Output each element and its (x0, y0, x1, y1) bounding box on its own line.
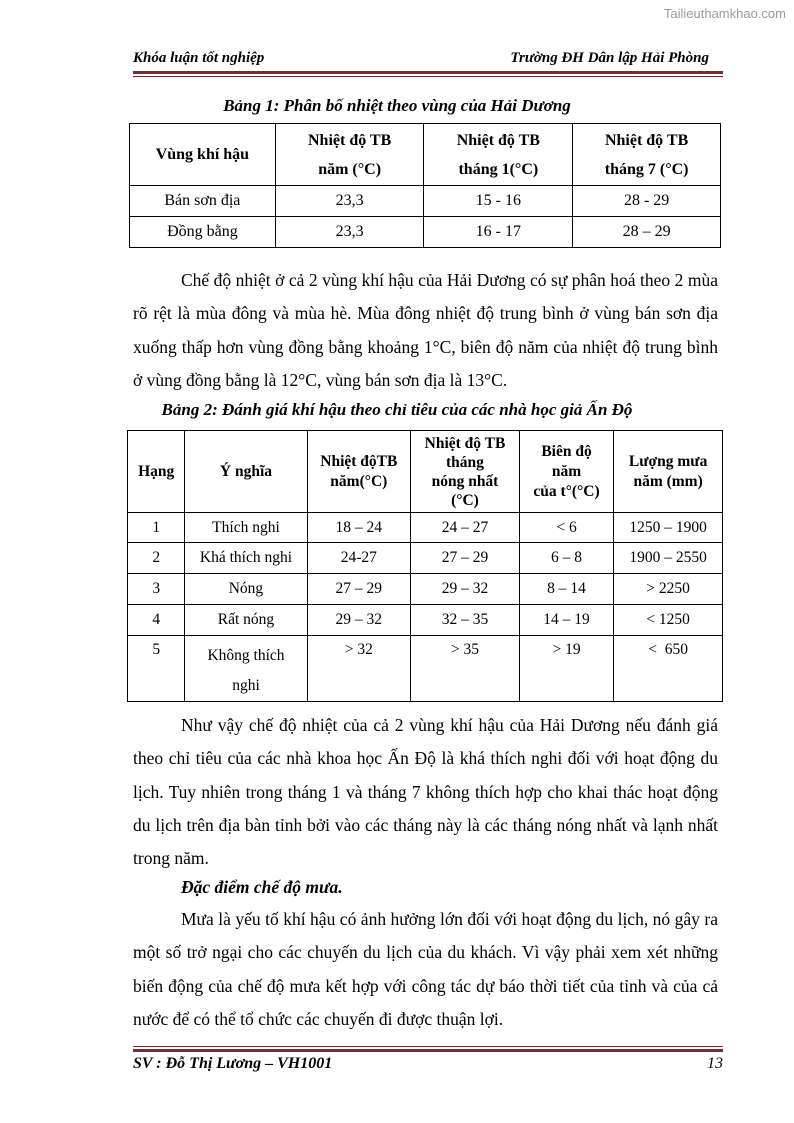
table1-cell: Đồng bằng (130, 217, 276, 248)
table2-header-row (128, 431, 723, 513)
table-row (128, 574, 723, 605)
table2-cell: < 650 (614, 636, 723, 702)
table2-cell: Thích nghi (185, 513, 307, 543)
watermark: Tailieuthamkhao.com (663, 6, 786, 21)
table1-cell: 15 - 16 (424, 186, 573, 217)
table2-cell: 24 – 27 (411, 513, 520, 543)
table2-cell: > 19 (519, 636, 613, 702)
table2-cell: Nóng (185, 574, 307, 605)
table-row (130, 217, 721, 248)
table2-cell: < 6 (519, 513, 613, 543)
table2-header-cell: Nhiệt độTB năm(°C) (307, 431, 411, 513)
table2-header-cell: Ý nghĩa (185, 431, 307, 513)
page-header (133, 50, 709, 70)
table2-cell: > 32 (307, 636, 411, 702)
table2-cell: > 35 (411, 636, 520, 702)
table2-header-cell: Nhiệt độ TB tháng nóng nhất (°C) (411, 431, 520, 513)
table2-header-cell: Hạng (128, 431, 185, 513)
table2-caption: Bảng 2: Đánh giá khí hậu theo chỉ tiêu của các nhà học giả Ấn Độ (161, 400, 633, 419)
header-rule-thick (133, 71, 723, 74)
table1-cell: 28 - 29 (573, 186, 721, 217)
table2-cell: 32 – 35 (411, 605, 520, 636)
table-row (128, 543, 723, 574)
header-right: Trường ĐH Dân lập Hải Phòng (510, 50, 709, 66)
header-rule-thin (133, 76, 723, 77)
table2-cell: 29 – 32 (411, 574, 520, 605)
table2-cell: Không thích nghi (185, 636, 307, 702)
table2-cell: 18 – 24 (307, 513, 411, 543)
table2 (127, 430, 723, 702)
table2-cell: 5 (128, 636, 185, 702)
table1-cell: 16 - 17 (424, 217, 573, 248)
table1-header-cell: Nhiệt độ TB tháng 7 (°C) (573, 124, 721, 186)
table2-cell: 1250 – 1900 (614, 513, 723, 543)
table1-header-row (130, 124, 721, 186)
table2-cell: 24-27 (307, 543, 411, 574)
footer-author: SV : Đỗ Thị Lương – VH1001 (133, 1055, 333, 1072)
table-row (128, 513, 723, 543)
table2-cell: 27 – 29 (307, 574, 411, 605)
paragraph-3: Mưa là yếu tố khí hậu có ảnh hưởng lớn đối với hoạt động du lịch, nó gây ra một số trở ngại cho các chuyến du lịch của du khách. Vì vậy phải xem xét những biến động của chế độ mưa kết hợp với công tác dự báo thời tiết của tỉnh và của cả nước để có thể tổ chức các chuyến đi được thuận lợi. (133, 909, 718, 1029)
table2-header-cell: Lượng mưa năm (mm) (614, 431, 723, 513)
table-row (128, 636, 723, 702)
table2-cell: 4 (128, 605, 185, 636)
table1-cell: Bán sơn địa (130, 186, 276, 217)
paragraph-1: Chế độ nhiệt ở cả 2 vùng khí hậu của Hải Dương có sự phân hoá theo 2 mùa rõ rệt là mùa đông và mùa hè. Mùa đông nhiệt độ trung bình ở vùng bán sơn địa xuống thấp hơn vùng đồng bằng khoảng 1°C, biên độ năm của nhiệt độ trung bình ở vùng đồng bằng là 12°C, vùng bán sơn địa là 13°C. (133, 270, 718, 390)
table2-cell: Rất nóng (185, 605, 307, 636)
table2-cell: 1900 – 2550 (614, 543, 723, 574)
table-row (128, 605, 723, 636)
table2-cell: < 1250 (614, 605, 723, 636)
page-number: 13 (707, 1055, 723, 1072)
table2-cell: 3 (128, 574, 185, 605)
table2-cell: 1 (128, 513, 185, 543)
table2-cell: > 2250 (614, 574, 723, 605)
table2-cell: 2 (128, 543, 185, 574)
table1-header-cell: Nhiệt độ TB tháng 1(°C) (424, 124, 573, 186)
table1-cell: 28 – 29 (573, 217, 721, 248)
footer-rule-thick (133, 1049, 723, 1052)
footer-rule-thin (133, 1046, 723, 1047)
table2-header-cell: Biên độ năm của t°(°C) (519, 431, 613, 513)
table2-cell: 27 – 29 (411, 543, 520, 574)
table1 (129, 123, 721, 248)
table2-cell: 6 – 8 (519, 543, 613, 574)
table2-cell: Khá thích nghi (185, 543, 307, 574)
table1-header-cell: Nhiệt độ TB năm (°C) (275, 124, 424, 186)
paragraph-2: Như vậy chế độ nhiệt của cả 2 vùng khí hậu của Hải Dương nếu đánh giá theo chỉ tiêu của các nhà khoa học Ấn Độ là khá thích nghi đối với hoạt động du lịch. Tuy nhiên trong tháng 1 và tháng 7 không thích hợp cho khai thác hoạt động du lịch trên địa bàn tỉnh bởi vào các tháng này là các tháng nóng nhất và lạnh nhất trong năm. (133, 715, 718, 869)
table1-caption: Bảng 1: Phân bố nhiệt theo vùng của Hải Dương (223, 96, 571, 115)
table2-cell: 8 – 14 (519, 574, 613, 605)
table-row (130, 186, 721, 217)
table1-header-cell: Vùng khí hậu (130, 124, 276, 186)
table2-cell: 29 – 32 (307, 605, 411, 636)
section-heading-rain: Đặc điểm chế độ mưa. (181, 877, 343, 897)
page-footer (133, 1055, 723, 1077)
table1-cell: 23,3 (275, 217, 424, 248)
table2-cell: 14 – 19 (519, 605, 613, 636)
table1-cell: 23,3 (275, 186, 424, 217)
header-left: Khóa luận tốt nghiệp (133, 50, 265, 66)
